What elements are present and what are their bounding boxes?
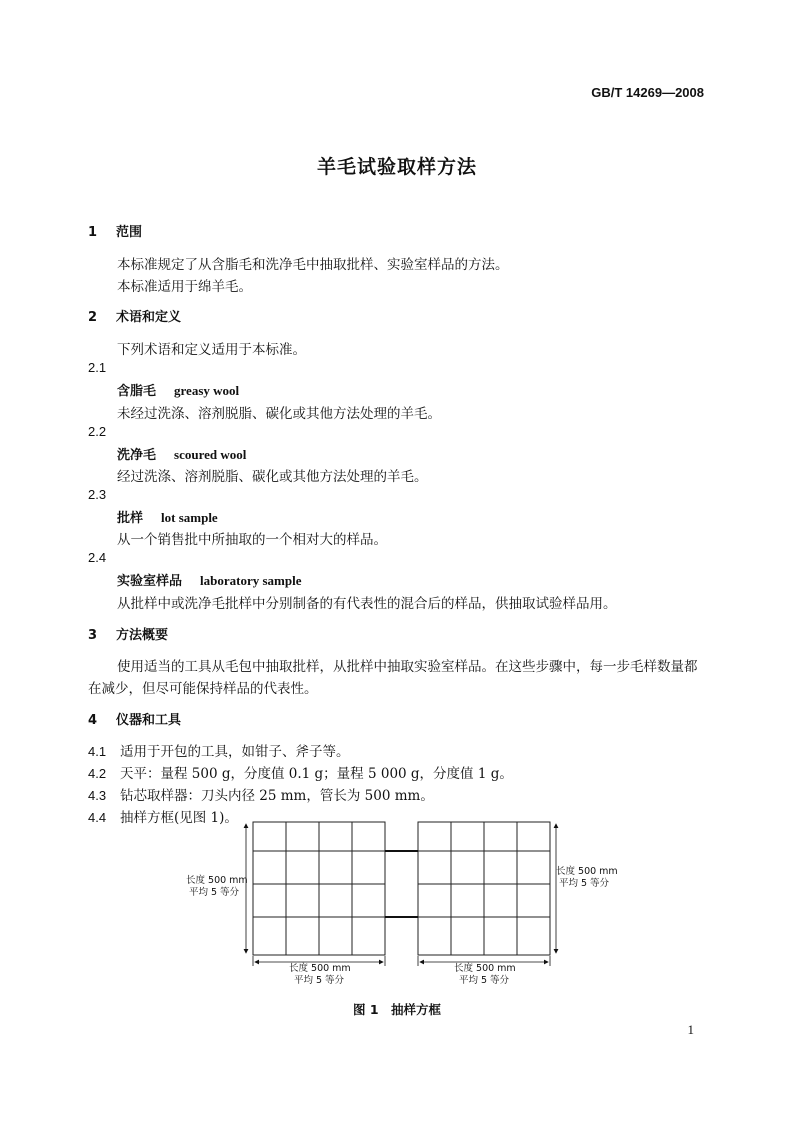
term-english: greasy wool xyxy=(174,383,240,398)
section-title: 方法概要 xyxy=(116,628,169,643)
clause-text: 钻芯取样器：刀头内径 25 mm，管长为 500 mm。 xyxy=(120,788,434,804)
term-chinese: 实验室样品 xyxy=(117,574,183,589)
paragraph: 本标准适用于绵羊毛。 xyxy=(117,279,252,295)
label-line: 长度 500 mm xyxy=(556,866,618,877)
clause-text: 天平：量程 500 g，分度值 0.1 g；量程 5 000 g，分度值 1 g。 xyxy=(120,766,513,782)
section-number: 4 xyxy=(88,713,98,728)
figure-caption: 图 1 抽样方框 xyxy=(352,1002,442,1017)
bottom-right-dimension-label xyxy=(454,963,514,987)
term-english: scoured wool xyxy=(174,447,247,462)
page-number: 1 xyxy=(687,1022,694,1037)
section-title: 范围 xyxy=(116,225,143,240)
term-definition: 经过洗涤、溶剂脱脂、碳化或其他方法处理的羊毛。 xyxy=(117,469,428,485)
label-line: 平均 5 等分 xyxy=(558,878,610,889)
page-title: 羊毛试验取样方法 xyxy=(316,156,477,178)
clause-number: 4.2 xyxy=(88,766,107,781)
paragraph: 下列术语和定义适用于本标准。 xyxy=(117,342,306,358)
right-dimension-label xyxy=(556,866,618,890)
section-number: 1 xyxy=(88,225,98,240)
section-number: 2 xyxy=(88,310,98,325)
section-title: 术语和定义 xyxy=(116,310,182,325)
term-english: lot sample xyxy=(161,510,218,525)
term-definition: 未经过洗涤、溶剂脱脂、碳化或其他方法处理的羊毛。 xyxy=(117,406,441,422)
left-dimension-label xyxy=(186,875,248,899)
paragraph: 本标准规定了从含脂毛和洗净毛中抽取批样、实验室样品的方法。 xyxy=(117,257,509,273)
term-number: 2.1 xyxy=(88,360,107,375)
term-number: 2.2 xyxy=(88,424,107,439)
term-number: 2.3 xyxy=(88,487,107,502)
label-line: 平均 5 等分 xyxy=(458,975,510,986)
label-line: 长度 500 mm xyxy=(186,875,248,886)
term-chinese: 批样 xyxy=(117,511,144,526)
paragraph-line: 在减少，但尽可能保持样品的代表性。 xyxy=(88,681,318,697)
clause-text: 抽样方框(见图 1)。 xyxy=(120,810,238,826)
term-chinese: 含脂毛 xyxy=(117,384,157,399)
bottom-left-dimension-label xyxy=(289,963,349,987)
term-definition: 从一个销售批中所抽取的一个相对大的样品。 xyxy=(117,532,387,548)
standard-number: GB/T 14269—2008 xyxy=(591,85,704,100)
label-line: 长度 500 mm xyxy=(454,963,516,974)
term-chinese: 洗净毛 xyxy=(117,448,157,463)
clause-number: 4.4 xyxy=(88,810,107,825)
clause-text: 适用于开包的工具，如钳子、斧子等。 xyxy=(120,744,350,760)
term-number: 2.4 xyxy=(88,550,107,565)
paragraph-line: 使用适当的工具从毛包中抽取批样，从批样中抽取实验室样品。在这些步骤中，每一步毛样数量都 xyxy=(117,659,698,675)
term-english: laboratory sample xyxy=(200,573,302,588)
label-line: 平均 5 等分 xyxy=(293,975,345,986)
term-definition: 从批样中或洗净毛批样中分别制备的有代表性的混合后的样品，供抽取试验样品用。 xyxy=(117,596,617,612)
clause-number: 4.3 xyxy=(88,788,107,803)
section-number: 3 xyxy=(88,628,98,643)
label-line: 长度 500 mm xyxy=(289,963,351,974)
label-line: 平均 5 等分 xyxy=(188,887,240,898)
clause-number: 4.1 xyxy=(88,744,107,759)
section-title: 仪器和工具 xyxy=(116,713,182,728)
